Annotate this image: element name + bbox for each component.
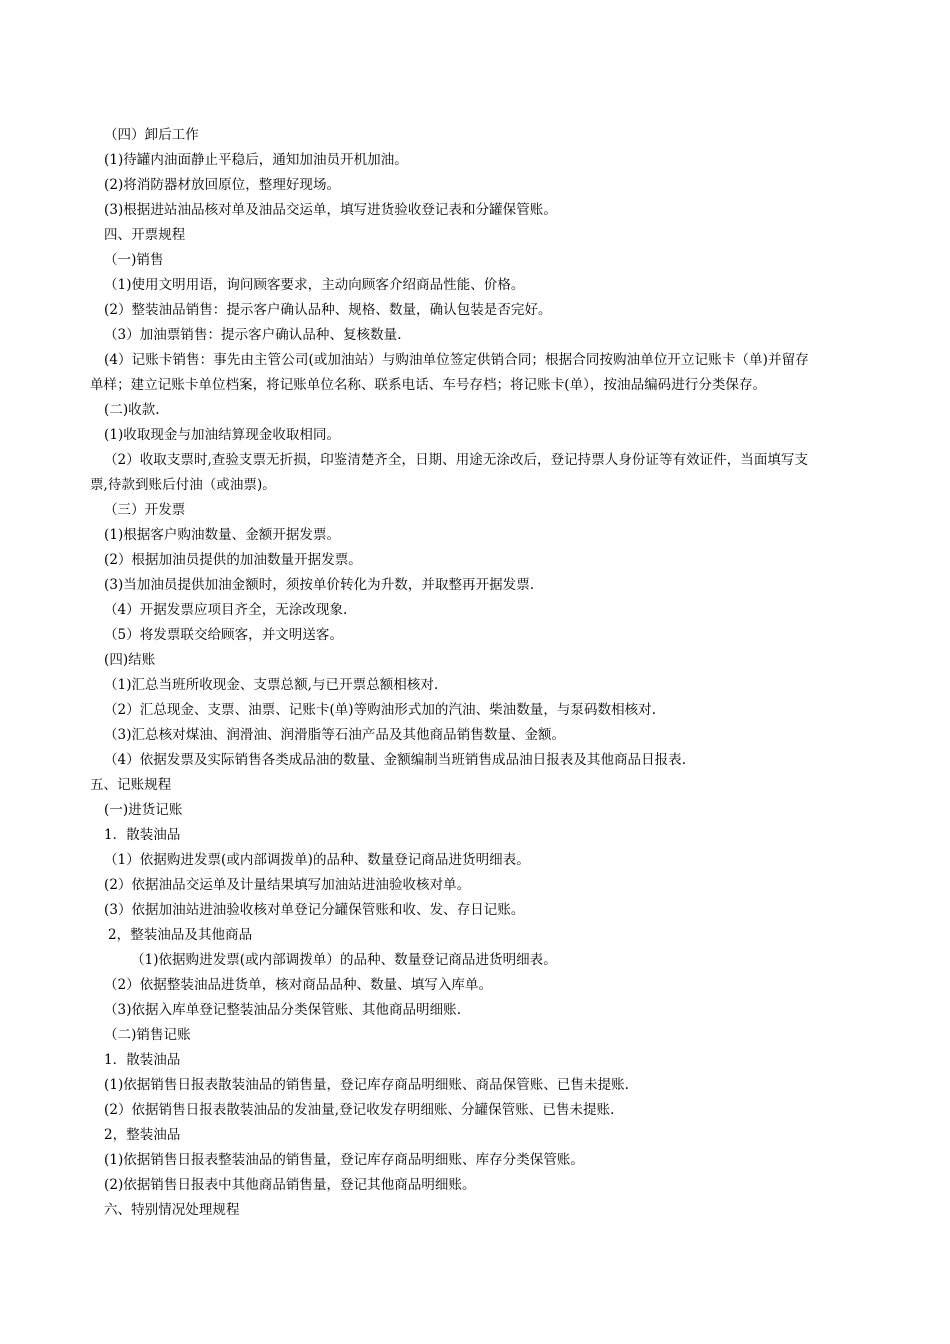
section-heading: （二)销售记账 bbox=[104, 1027, 191, 1043]
text-line: （2）依据整装油品进货单，核对商品品种、数量、填写入库单。 bbox=[104, 977, 493, 993]
text-line: （1）依据购进发票(或内部调拨单)的品种、数量登记商品进货明细表。 bbox=[104, 852, 530, 868]
text-line: （3）加油票销售：提示客户确认品种、复核数量. bbox=[104, 327, 402, 343]
text-line: （1)汇总当班所收现金、支票总额,与已开票总额相核对. bbox=[104, 677, 439, 693]
text-line: (1)根据客户购油数量、金额开据发票。 bbox=[104, 527, 341, 543]
text-line: (3)根据进站油品核对单及油品交运单，填写进货验收登记表和分罐保管账。 bbox=[104, 202, 557, 218]
section-heading: （三）开发票 bbox=[104, 502, 186, 518]
text-line: （4）开据发票应项目齐全，无涂改现象. bbox=[104, 602, 348, 618]
section-heading: 五、记账规程 bbox=[90, 777, 172, 793]
text-line: （1)使用文明用语，询问顾客要求，主动向顾客介绍商品性能、价格。 bbox=[104, 277, 525, 293]
text-line: (2）根据加油员提供的加油数量开据发票。 bbox=[104, 552, 362, 568]
text-line: （3)汇总核对煤油、润滑油、润滑脂等石油产品及其他商品销售数量、金额。 bbox=[104, 727, 566, 743]
section-heading: (二)收款. bbox=[104, 402, 160, 418]
text-line: （2）汇总现金、支票、油票、记账卡(单)等购油形式加的汽油、柴油数量，与泵码数相核对. bbox=[104, 702, 657, 718]
text-line: (2）依据销售日报表散装油品的发油量,登记收发存明细账、分罐保管账、已售未提账. bbox=[104, 1102, 615, 1118]
section-heading: 四、开票规程 bbox=[104, 227, 186, 243]
text-line: (3)当加油员提供加油金额时，须按单价转化为升数，并取整再开据发票. bbox=[104, 577, 535, 593]
text-line: (1)依据销售日报表散装油品的销售量，登记库存商品明细账、商品保管账、已售未提账. bbox=[104, 1077, 629, 1093]
text-line: 票,待款到账后付油（或油票)。 bbox=[90, 477, 276, 493]
text-line: 单样；建立记账卡单位档案，将记账单位名称、联系电话、车号存档；将记账卡(单），按油品编码进行分类保存。 bbox=[90, 377, 767, 393]
text-line: (4）记账卡销售：事先由主管公司(或加油站）与购油单位签定供销合同；根据合同按购油单位开立记账卡（单)并留存 bbox=[104, 352, 809, 368]
subsection-heading: 2，整装油品及其他商品 bbox=[108, 927, 253, 943]
section-heading: 六、特别情况处理规程 bbox=[104, 1202, 240, 1218]
text-line: （3)依据入库单登记整装油品分类保管账、其他商品明细账. bbox=[104, 1002, 462, 1018]
section-heading: (四)结账 bbox=[104, 652, 156, 668]
section-heading: (一)进货记账 bbox=[104, 802, 183, 818]
subsection-heading: 1．散装油品 bbox=[104, 827, 181, 843]
text-line: （4）依据发票及实际销售各类成品油的数量、金额编制当班销售成品油日报表及其他商品日报表. bbox=[104, 752, 687, 768]
text-line: (2）依据油品交运单及计量结果填写加油站进油验收核对单。 bbox=[104, 877, 471, 893]
text-line: (2)将消防器材放回原位，整理好现场。 bbox=[104, 177, 341, 193]
section-heading: （一)销售 bbox=[104, 252, 164, 268]
section-heading: （四）卸后工作 bbox=[104, 127, 199, 143]
text-line: （1)依据购进发票(或内部调拨单）的品种、数量登记商品进货明细表。 bbox=[131, 952, 557, 968]
text-line: (1)待罐内油面静止平稳后，通知加油员开机加油。 bbox=[104, 152, 408, 168]
subsection-heading: 2，整装油品 bbox=[104, 1127, 181, 1143]
text-line: （2）收取支票时,查验支票无折损，印鉴清楚齐全，日期、用途无涂改后，登记持票人身份证等有效证件，当面填写支 bbox=[104, 452, 809, 468]
text-line: (2）整装油品销售：提示客户确认品种、规格、数量，确认包装是否完好。 bbox=[104, 302, 552, 318]
text-line: (1)收取现金与加油结算现金收取相同。 bbox=[104, 427, 341, 443]
subsection-heading: 1．散装油品 bbox=[104, 1052, 181, 1068]
text-line: （5）将发票联交给顾客，并文明送客。 bbox=[104, 627, 343, 643]
text-line: (3）依据加油站进油验收核对单登记分罐保管账和收、发、存日记账。 bbox=[104, 902, 525, 918]
text-line: (2)依据销售日报表中其他商品销售量，登记其他商品明细账。 bbox=[104, 1177, 476, 1193]
text-line: (1)依据销售日报表整装油品的销售量，登记库存商品明细账、库存分类保管账。 bbox=[104, 1152, 584, 1168]
